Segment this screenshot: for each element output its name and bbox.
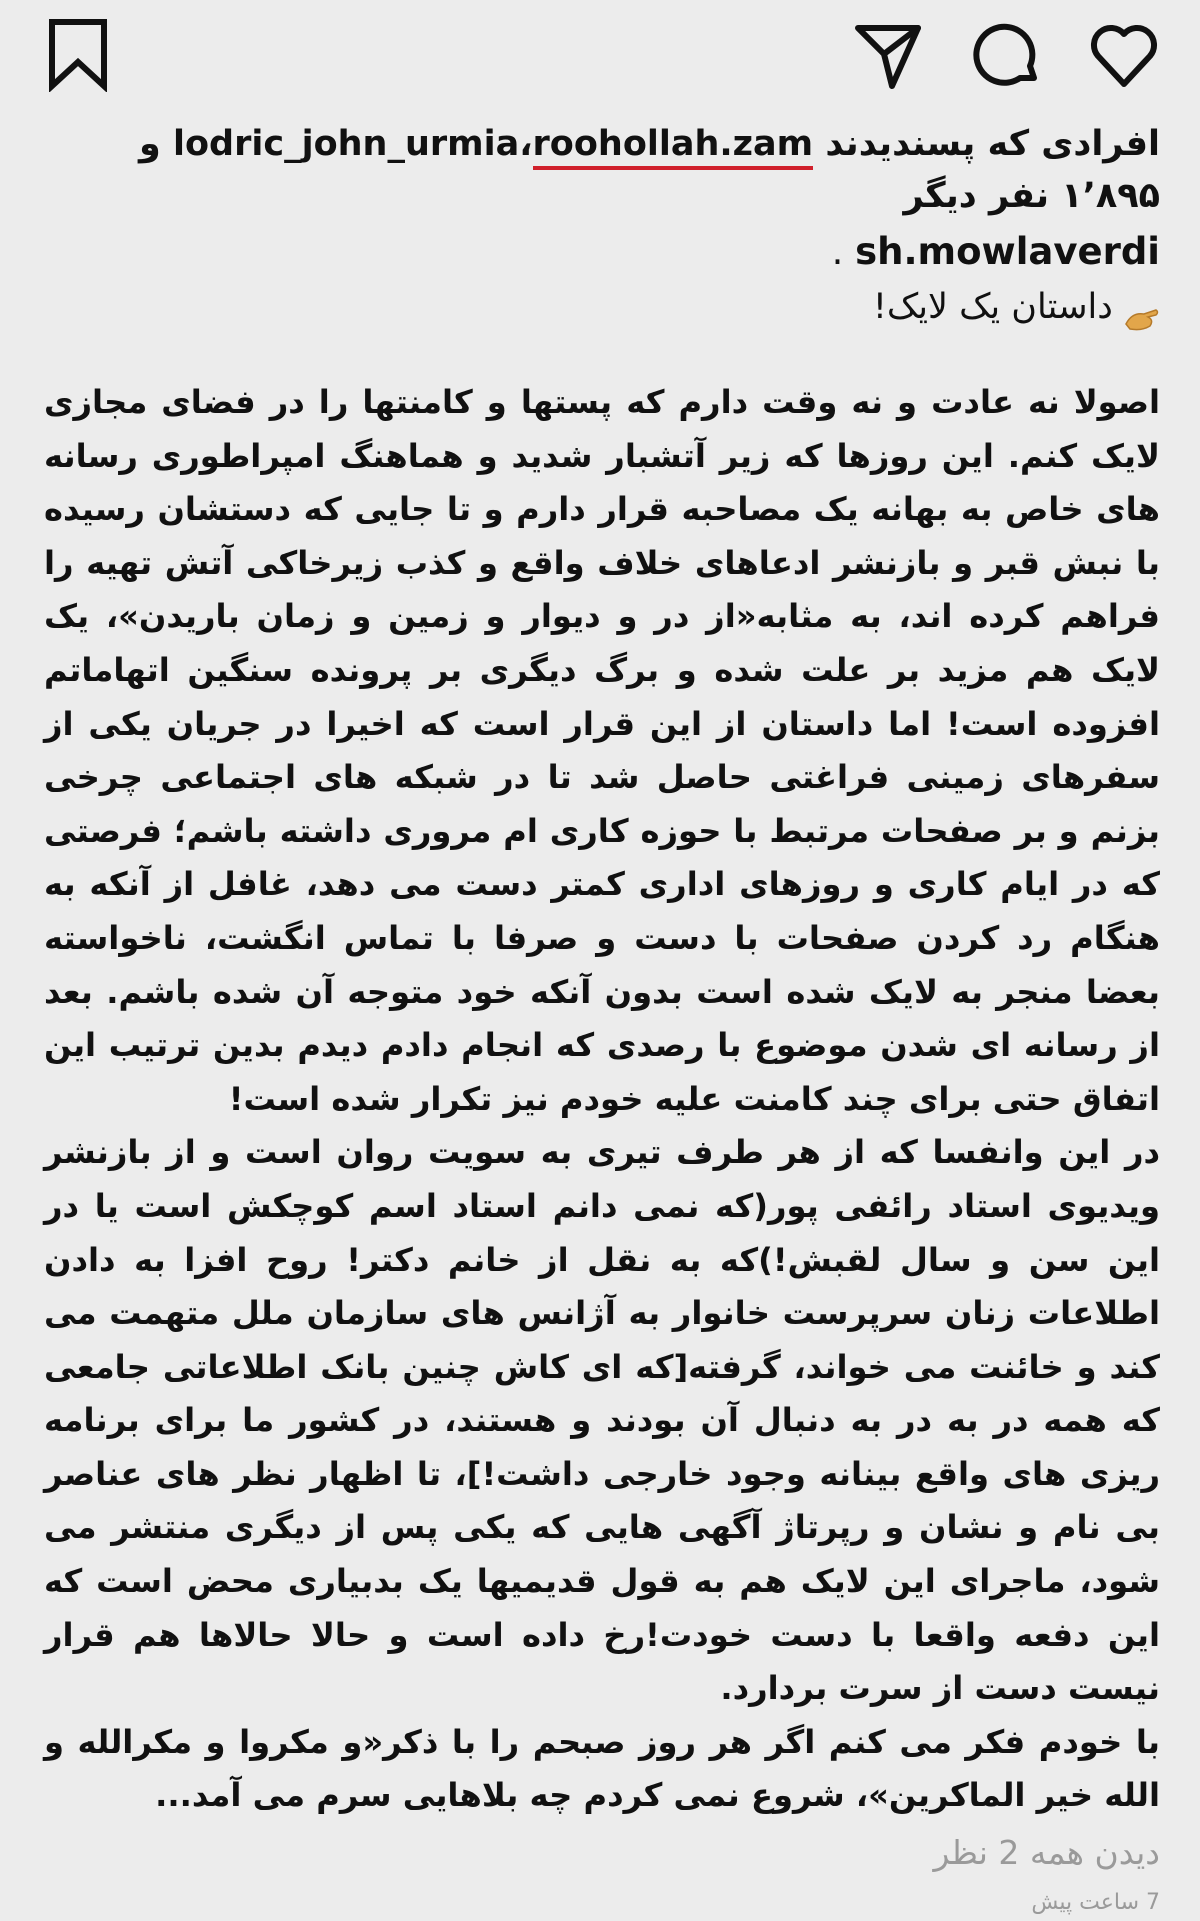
- liker-link-2[interactable]: roohollah.zam: [533, 124, 814, 170]
- heart-icon-graphic: [1088, 18, 1160, 92]
- view-all-comments-link[interactable]: دیدن همه 2 نظر: [933, 1833, 1160, 1873]
- post-title-line: [44, 280, 1160, 334]
- caption-paragraph-3: با خودم فکر می کنم اگر هر روز صبحم را با ذکر«و مکروا و مکرالله و الله خیر الماکرین»، شروع نمی کردم چه بلاهایی سرم می آمد...: [44, 1722, 1160, 1815]
- send-icon[interactable]: [852, 18, 924, 92]
- caption-paragraph-1: اصولا نه عادت و نه وقت دارم که پستها و کامنتها را در فضای مجازی لایک کنم. این روزها که زیر آتشبار شدید و هماهنگ امپراطوری رسانه های خاص به بهانه یک مصاحبه قرار دارم و تا جایی که دستشان رسیده با نبش قبر و بازنشر ادعاهای خلاف واقع و کذب زیرخاکی آتش تهیه را فراهم کرده اند، به مثابه«از در و دیوار و زمین و زمان باریدن»، یک لایک هم مزید بر علت شده و برگ دیگری بر پرونده سنگین اتهاماتم افزوده است! اما داستان از این قرار است که اخیرا در جریان یکی از سفرهای زمینی فراغتی حاصل شد تا در شبکه های اجتماعی چرخی بزنم و بر صفحات مرتبط با حوزه کاری ام مروری داشته باشم؛ فرصتی که در ایام کاری و روزهای اداری کمتر دست می دهد، غافل از آنکه به هنگام رد کردن صفحات با دست و صرفا با تماس انگشت، ناخواسته بعضا منجر به لایک شده است بدون آنکه خود متوجه آن شده باشم. بعد از رسانه ای شدن موضوع با رصدی که انجام دادم دیدم بدین ترتیب این اتفاق حتی برای چند کامنت علیه خودم نیز تکرار شده است!: [44, 383, 1160, 1118]
- writing-hand-icon: [1124, 294, 1160, 322]
- heart-icon[interactable]: [1088, 18, 1160, 92]
- author-username[interactable]: sh.mowlaverdi: [855, 230, 1160, 273]
- comment-icon-graphic: [972, 18, 1044, 92]
- author-line: [44, 224, 1160, 280]
- post-timestamp: 7 ساعت پیش: [1031, 1890, 1160, 1916]
- bookmark-icon-graphic: [42, 18, 114, 92]
- author-dot: .: [831, 230, 844, 273]
- liker-link-1[interactable]: lodric_john_urmia: [173, 124, 520, 164]
- likes-separator: ،: [519, 124, 533, 164]
- post-content: [44, 110, 1160, 1921]
- comment-icon[interactable]: [972, 18, 1044, 92]
- likes-prefix: افرادی که پسندیدند: [825, 124, 1160, 164]
- bookmark-icon[interactable]: [42, 18, 114, 92]
- send-icon-graphic: [852, 18, 924, 92]
- likes-suffix[interactable]: و ۱٬۸۹۵ نفر دیگر: [139, 124, 1160, 216]
- post-caption: [44, 376, 1160, 1823]
- likes-summary: [44, 118, 1160, 222]
- caption-paragraph-2: در این وانفسا که از هر طرف تیری به سویت روان است و از بازنشر ویدیوی استاد رائفی پور(که نمی دانم استاد اسم کوچکش است یا در این سن و سال لقبش!)که به نقل از خانم دکتر! روح افزا به دادن اطلاعات زنان سرپرست خانوار به آژانس های سازمان ملل متهمت می کند و خائنت می خواند، گرفته[که ای کاش چنین بانک اطلاعاتی جامعی که همه در به در به دنبال آن بودند و هستند، در کشور ما برای برنامه ریزی های واقع بینانه وجود خارجی داشت!]، تا اظهار نظر های عناصر بی نام و نشان و رپرتاژ آگهی هایی که یکی پس از دیگری منتشر می شود، ماجرای این لایک هم به قول قدیمیها یک بدبیاری محض است که این دفعه واقعا با دست خودت!رخ داده است و حالا حالاها هم قرار نیست دست از سرت بردارد.: [44, 1133, 1160, 1708]
- post-action-bar: [0, 0, 1200, 110]
- post-title: داستان یک لایک!: [872, 287, 1113, 327]
